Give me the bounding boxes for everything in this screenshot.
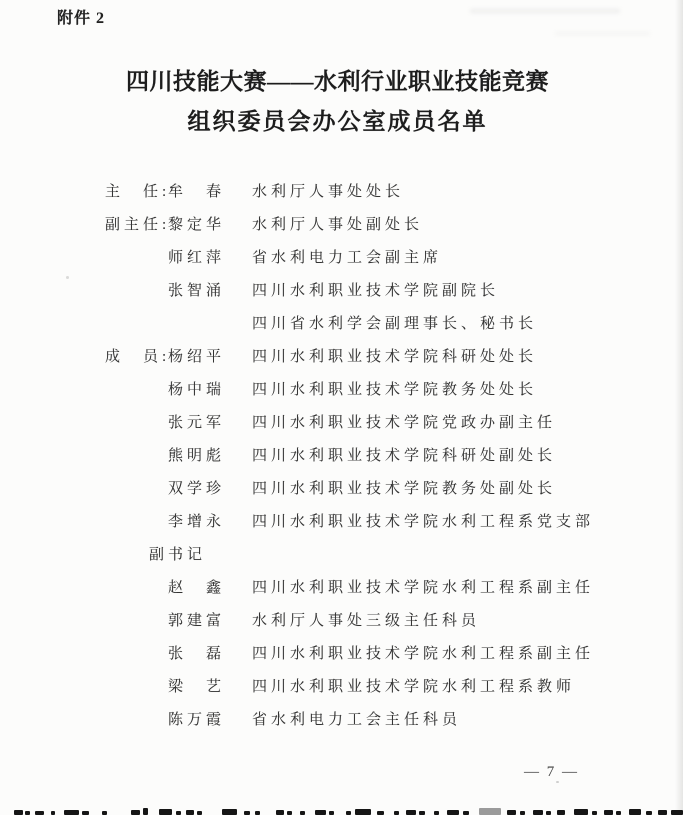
cut-off-glyph-fragment: [131, 810, 140, 815]
cut-off-glyph-fragment: [658, 810, 667, 815]
cut-off-glyph-fragment: [315, 810, 326, 815]
cut-off-glyph-fragment: [479, 808, 501, 815]
cut-off-glyph-fragment: [197, 811, 202, 815]
cut-off-glyph-fragment: [222, 809, 237, 815]
member-title: 省水利电力工会副主席: [252, 250, 443, 266]
page-number: — 7 —: [524, 764, 579, 780]
cut-off-glyph-fragment: [186, 810, 194, 815]
cut-off-glyph-fragment: [629, 809, 641, 815]
member-row: [105, 273, 594, 306]
cut-off-glyph-fragment: [557, 810, 565, 815]
scan-edge-shadow: [675, 0, 683, 815]
member-row: [105, 207, 594, 240]
cut-off-glyph-fragment: [102, 811, 107, 815]
member-name: 张元军: [168, 415, 226, 431]
member-row: [105, 570, 594, 603]
member-name: 熊明彪: [168, 448, 226, 464]
title-line-2: 组织委员会办公室成员名单: [187, 109, 488, 134]
cut-off-glyph-fragment: [546, 811, 551, 815]
cut-off-glyph-fragment: [646, 811, 652, 815]
member-row: [105, 471, 594, 504]
cut-off-glyph-fragment: [51, 811, 55, 815]
member-title: 四川水利职业技术学院水利工程系教师: [252, 679, 576, 695]
cut-off-glyph-fragment: [14, 810, 23, 815]
cut-off-glyph-fragment: [244, 811, 250, 815]
cut-off-glyph-fragment: [287, 811, 292, 815]
cut-off-glyph-fragment: [82, 811, 89, 815]
member-name: 张智涌: [168, 283, 226, 299]
member-title: 四川水利职业技术学院水利工程系副主任: [252, 646, 595, 662]
member-role: 成 员:: [105, 349, 171, 365]
member-name: 双学珍: [168, 481, 226, 497]
cut-off-glyph-fragment: [463, 811, 469, 815]
member-row: [105, 669, 594, 702]
member-title: 水利厅人事处处长: [252, 184, 405, 200]
member-name: 李增永: [168, 514, 226, 530]
member-title: 四川水利职业技术学院党政办副主任: [252, 415, 557, 431]
cut-off-glyph-fragment: [507, 810, 516, 815]
cut-off-glyph-fragment: [64, 810, 79, 815]
member-name: 杨绍平: [168, 349, 226, 365]
member-title: 四川省水利学会副理事长、秘书长: [252, 316, 538, 332]
cut-off-glyph-fragment: [616, 811, 621, 815]
scan-smudge: [470, 9, 620, 13]
cut-off-glyph-fragment: [406, 810, 416, 815]
member-name: 陈万霞: [168, 712, 226, 728]
cut-off-glyph-fragment: [533, 810, 543, 815]
scan-speck: [66, 276, 69, 279]
member-title: 四川水利职业技术学院科研处处长: [252, 349, 538, 365]
member-title: 水利厅人事处副处长: [252, 217, 424, 233]
member-row: [105, 603, 594, 636]
cut-off-glyph-fragment: [159, 809, 172, 815]
scan-speck: [556, 781, 559, 783]
cut-off-glyph-fragment: [394, 811, 399, 815]
member-title: 四川水利职业技术学院教务处副处长: [252, 481, 557, 497]
member-name: 张 磊: [168, 646, 226, 662]
cut-off-glyph-fragment: [255, 811, 260, 815]
cut-off-glyph-fragment: [419, 811, 425, 815]
page-title: [0, 62, 675, 142]
title-line-1: 四川技能大赛——水利行业职业技能竞赛: [126, 69, 549, 94]
cut-off-glyph-fragment: [35, 811, 44, 815]
member-row: [105, 702, 594, 735]
member-title: 四川水利职业技术学院教务处处长: [252, 382, 538, 398]
cut-off-glyph-fragment: [176, 811, 181, 815]
member-row: [105, 174, 594, 207]
member-name: 梁 艺: [168, 679, 226, 695]
member-row: [105, 306, 594, 339]
member-row: [105, 504, 594, 537]
cut-off-glyph-fragment: [604, 810, 613, 815]
member-name: 师红萍: [168, 250, 226, 266]
attachment-label: 附件 2: [57, 10, 106, 27]
member-name: 杨中瑞: [168, 382, 226, 398]
cut-off-glyph-fragment: [377, 811, 384, 815]
cut-off-glyph-fragment: [592, 811, 597, 815]
member-row: [105, 405, 594, 438]
member-name: 赵 鑫: [168, 580, 226, 596]
member-row: [105, 537, 594, 570]
member-row: [105, 372, 594, 405]
cut-off-glyph-fragment: [329, 811, 334, 815]
member-list: [105, 174, 594, 735]
member-row: [105, 438, 594, 471]
cut-off-glyph-fragment: [671, 810, 683, 815]
member-title: 四川水利职业技术学院副院长: [252, 283, 500, 299]
member-role: 副主任:: [105, 217, 171, 233]
scan-smudge: [555, 32, 650, 35]
cut-off-glyph-fragment: [276, 810, 284, 815]
cut-off-glyph-fragment: [520, 811, 525, 815]
cut-off-glyph-fragment: [574, 809, 588, 815]
cut-off-glyph-fragment: [346, 811, 351, 815]
member-title: 省水利电力工会主任科员: [252, 712, 462, 728]
member-role: 主 任:: [105, 184, 171, 200]
cut-off-text-artifact: [0, 802, 683, 815]
member-row: [105, 636, 594, 669]
cut-off-glyph-fragment: [25, 811, 30, 815]
member-title: 四川水利职业技术学院科研处副处长: [252, 448, 557, 464]
member-title: 四川水利职业技术学院水利工程系副主任: [252, 580, 595, 596]
member-title: 水利厅人事处三级主任科员: [252, 613, 481, 629]
member-name: 黎定华: [168, 217, 226, 233]
cut-off-glyph-fragment: [434, 811, 439, 815]
cut-off-glyph-fragment: [143, 808, 148, 815]
cut-off-glyph-fragment: [300, 811, 305, 815]
cut-off-glyph-fragment: [355, 809, 371, 815]
cut-off-glyph-fragment: [447, 810, 459, 815]
member-name: 副书记: [149, 547, 207, 563]
member-title: 四川水利职业技术学院水利工程系党支部: [252, 514, 595, 530]
member-row: [105, 339, 594, 372]
member-name: 牟 春: [168, 184, 226, 200]
member-name: 郭建富: [168, 613, 226, 629]
member-row: [105, 240, 594, 273]
